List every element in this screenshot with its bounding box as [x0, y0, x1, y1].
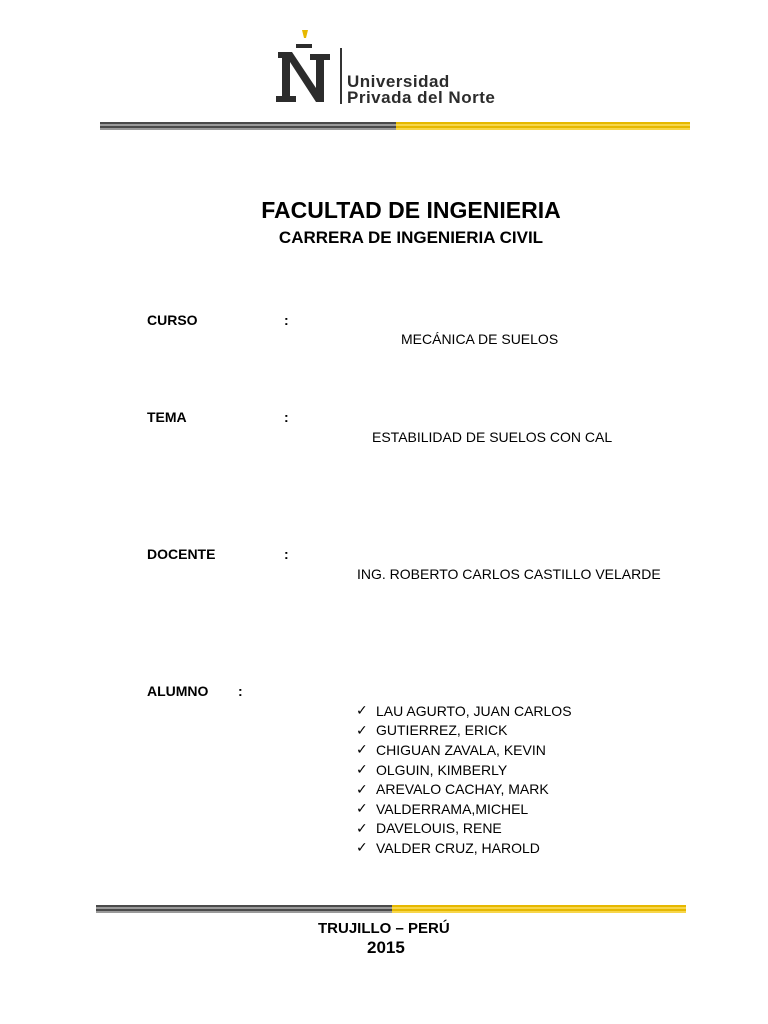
faculty-title: FACULTAD DE INGENIERIA — [261, 197, 561, 223]
student-name: GUTIERREZ, ERICK — [376, 722, 508, 739]
student-name: DAVELOUIS, RENE — [376, 820, 502, 837]
teacher-colon: : — [284, 546, 289, 562]
topic-value: ESTABILIDAD DE SUELOS CON CAL — [372, 429, 613, 445]
topic-label: TEMA — [147, 409, 187, 425]
student-name: VALDER CRUZ, HAROLD — [376, 839, 540, 856]
list-item — [356, 819, 572, 839]
students-colon: : — [238, 683, 243, 699]
university-logo-icon — [274, 30, 334, 104]
list-item — [356, 740, 572, 760]
teacher-label: DOCENTE — [147, 546, 216, 562]
student-name: OLGUIN, KIMBERLY — [376, 761, 508, 778]
checkmark-icon: ✓ — [356, 721, 368, 738]
list-item — [356, 779, 572, 799]
university-name-line2: Privada del Norte — [347, 88, 496, 107]
topic-colon: : — [284, 409, 289, 425]
course-colon: : — [284, 312, 289, 328]
students-label: ALUMNO — [147, 683, 209, 699]
student-name: LAU AGURTO, JUAN CARLOS — [376, 702, 572, 719]
list-item — [356, 838, 572, 858]
checkmark-icon: ✓ — [356, 839, 368, 856]
career-title: CARRERA DE INGENIERIA CIVIL — [278, 228, 544, 247]
list-item — [356, 799, 572, 819]
course-value: MECÁNICA DE SUELOS — [401, 331, 559, 347]
student-name: VALDERRAMA,MICHEL — [376, 800, 529, 817]
university-name-line1: Universidad — [347, 72, 450, 91]
header-rule — [100, 122, 690, 130]
course-label: CURSO — [147, 312, 198, 328]
checkmark-icon: ✓ — [356, 741, 368, 758]
list-item — [356, 721, 572, 741]
footer-rule — [96, 905, 686, 913]
checkmark-icon: ✓ — [356, 702, 368, 719]
students-list — [356, 701, 572, 858]
logo-divider — [340, 48, 342, 104]
student-name: CHIGUAN ZAVALA, KEVIN — [376, 741, 546, 758]
checkmark-icon: ✓ — [356, 800, 368, 817]
list-item — [356, 701, 572, 721]
footer-year: 2015 — [367, 938, 405, 957]
list-item — [356, 760, 572, 780]
checkmark-icon: ✓ — [356, 761, 368, 778]
footer-city: TRUJILLO – PERÚ — [318, 920, 450, 937]
student-name: AREVALO CACHAY, MARK — [376, 781, 549, 798]
checkmark-icon: ✓ — [356, 819, 368, 836]
checkmark-icon: ✓ — [356, 780, 368, 797]
teacher-value: ING. ROBERTO CARLOS CASTILLO VELARDE — [357, 566, 661, 582]
